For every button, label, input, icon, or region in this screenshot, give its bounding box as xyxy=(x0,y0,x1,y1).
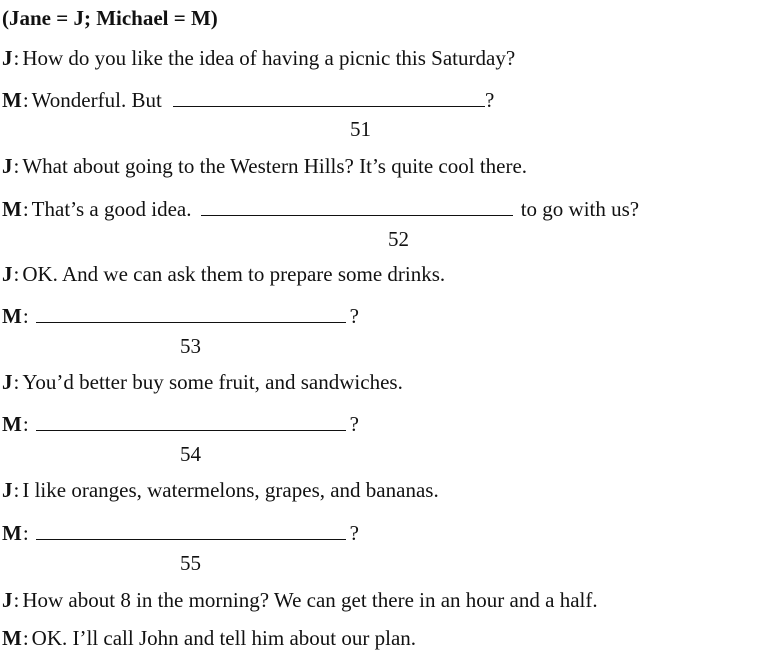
line-text-after: ? xyxy=(485,88,495,112)
line-text-before: Wonderful. But xyxy=(31,88,162,112)
answer-blank-55[interactable] xyxy=(36,519,346,540)
line-text: OK. And we can ask them to prepare some drinks. xyxy=(22,262,446,286)
speaker-label: M xyxy=(2,88,22,112)
speaker-label: J xyxy=(2,588,13,612)
speaker-label: J xyxy=(2,262,13,286)
answer-blank-54[interactable] xyxy=(36,410,346,431)
dialogue-line-7: J: You’d better buy some fruit, and sandwiches. xyxy=(2,370,403,394)
dialogue-line-8: M: ? xyxy=(2,412,359,436)
blank-number-54: 54 xyxy=(180,442,201,466)
line-text: You’d better buy some fruit, and sandwiches. xyxy=(22,370,403,394)
speaker-label: J xyxy=(2,478,13,502)
line-text: How about 8 in the morning? We can get there in an hour and a half. xyxy=(22,588,598,612)
line-text-after: ? xyxy=(349,412,359,436)
dialogue-line-11: J: How about 8 in the morning? We can get there in an hour and a half. xyxy=(2,588,598,612)
dialogue-line-4: M: That’s a good idea. to go with us? xyxy=(2,197,640,221)
line-text-before: That’s a good idea. xyxy=(31,197,192,221)
dialogue-line-1: J: How do you like the idea of having a picnic this Saturday? xyxy=(2,46,516,70)
blank-number-53: 53 xyxy=(180,334,201,358)
speaker-label: J xyxy=(2,154,13,178)
dialogue-line-6: M: ? xyxy=(2,304,359,328)
line-text: What about going to the Western Hills? It’s quite cool there. xyxy=(22,154,528,178)
answer-blank-52[interactable] xyxy=(201,195,513,216)
line-text-after: ? xyxy=(349,521,359,545)
speaker-legend: (Jane = J; Michael = M) xyxy=(2,6,218,30)
answer-blank-53[interactable] xyxy=(36,302,346,323)
dialogue-line-5: J: OK. And we can ask them to prepare some drinks. xyxy=(2,262,446,286)
dialogue-line-2: M: Wonderful. But ? xyxy=(2,88,495,112)
speaker-label: M xyxy=(2,197,22,221)
speaker-label: M xyxy=(2,412,22,436)
line-text-after: to go with us? xyxy=(520,197,640,221)
blank-number-55: 55 xyxy=(180,551,201,575)
speaker-label: M xyxy=(2,626,22,650)
dialogue-line-10: M: ? xyxy=(2,521,359,545)
answer-blank-51[interactable] xyxy=(173,86,485,107)
blank-number-52: 52 xyxy=(388,227,409,251)
dialogue-line-12: M: OK. I’ll call John and tell him about our plan. xyxy=(2,626,417,650)
line-text: I like oranges, watermelons, grapes, and bananas. xyxy=(22,478,439,502)
dialogue-line-9: J: I like oranges, watermelons, grapes, and bananas. xyxy=(2,478,439,502)
blank-number-51: 51 xyxy=(350,117,371,141)
speaker-label: J xyxy=(2,370,13,394)
line-text-after: ? xyxy=(349,304,359,328)
line-text: OK. I’ll call John and tell him about our plan. xyxy=(31,626,417,650)
speaker-label: M xyxy=(2,521,22,545)
speaker-label: M xyxy=(2,304,22,328)
line-text: How do you like the idea of having a picnic this Saturday? xyxy=(22,46,516,70)
speaker-label: J xyxy=(2,46,13,70)
dialogue-line-3: J: What about going to the Western Hills? It’s quite cool there. xyxy=(2,154,528,178)
